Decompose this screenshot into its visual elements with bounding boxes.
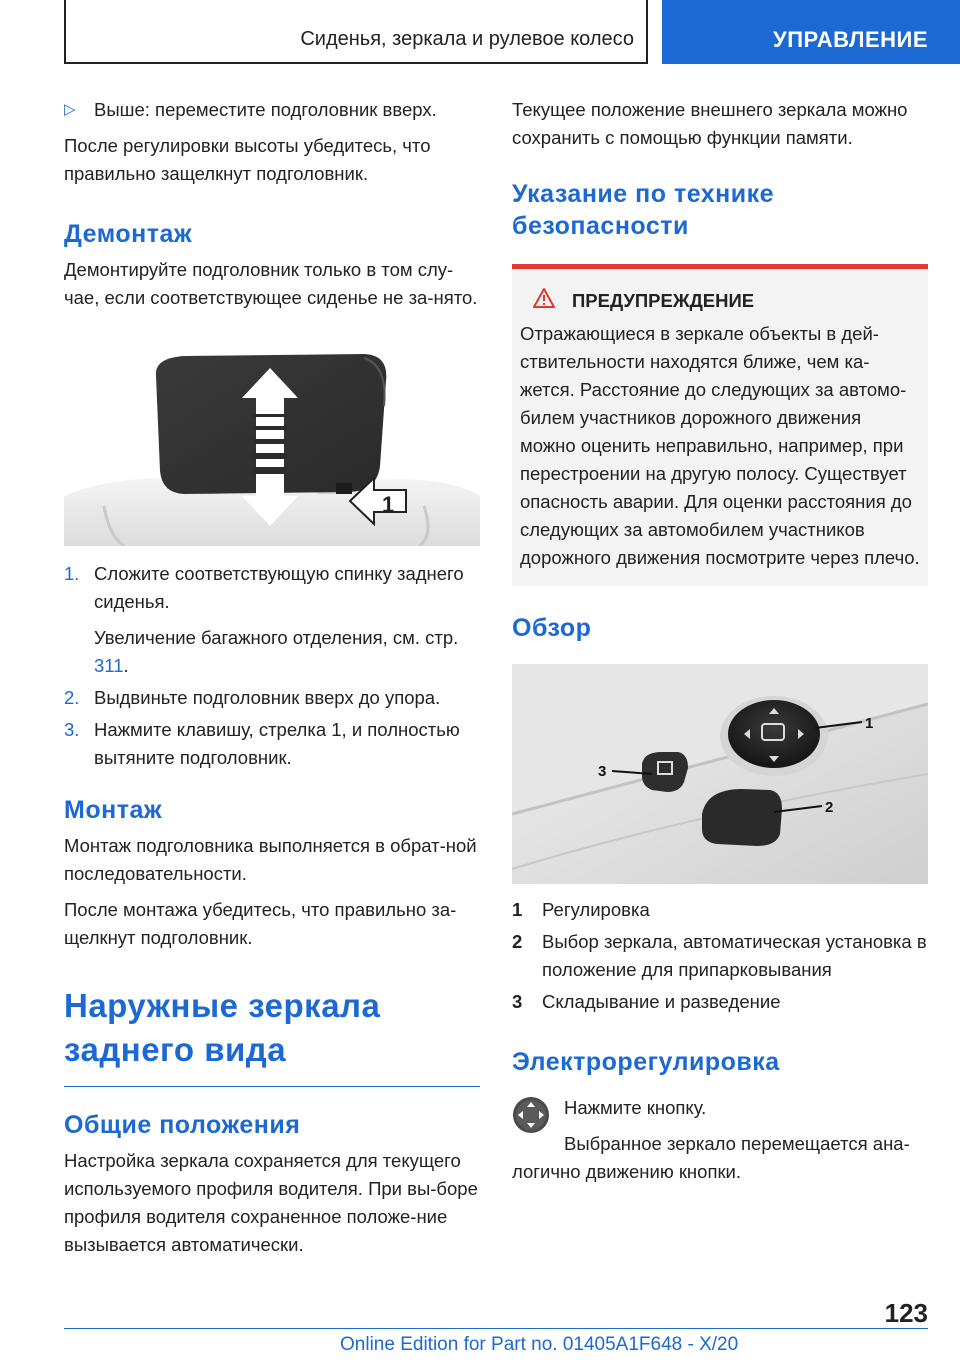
electric-section (512, 1094, 928, 1186)
general-text: Настройка зеркала сохраняется для текущего используемого профиля водителя. При вы-боре профиля водителя сохраненное положе-ние вызывается автоматически. (64, 1150, 478, 1255)
step-note-text: Увеличение багажного отделения, см. стр. (94, 627, 459, 648)
warning-header (520, 287, 920, 314)
removal-text: Демонтируйте подголовник только в том слу-чае, если соответствующее сиденье не за-нято. (64, 259, 478, 308)
mirrors-heading: Наружные зеркала заднего вида (64, 987, 381, 1068)
warning-title: ПРЕДУПРЕЖДЕНИЕ (572, 289, 755, 311)
list-item (512, 896, 928, 924)
removal-steps (64, 560, 480, 772)
list-item (512, 928, 928, 984)
safety-heading: Указание по технике безопасности (512, 180, 775, 240)
step-number: 2. (64, 687, 80, 708)
warning-icon (532, 287, 556, 314)
warning-text: Отражающиеся в зеркале объекты в дей-ствительности находятся ближе, чем ка-жется. Расстояние до следующих за автомо-билем участников дорожного движения можно оценить неправильно, например, при перестроении на другую полосу. Существует опасность аварии. Для оценки расстояния до следующих за автомобилем участников дорожного движения посмотрите через плечо. (520, 323, 920, 568)
legend-number: 3 (512, 991, 523, 1012)
removal-heading: Демонтаж (64, 220, 193, 248)
right-column (512, 96, 928, 1186)
callout-1: 1 (865, 715, 874, 732)
after-adjust-text: После регулировки высоты убедитесь, что правильно защелкнут подголовник. (64, 135, 431, 184)
heading-divider (64, 1086, 480, 1087)
step-text: Сложите соответствующую спинку заднего сиденья. (94, 563, 464, 612)
chapter-tab-label: УПРАВЛЕНИЕ (773, 27, 928, 52)
legend-text: Выбор зеркала, автоматическая установка в положение для припарковывания (542, 931, 927, 980)
footer-divider (64, 1328, 928, 1329)
electric-text: Нажмите кнопку. (564, 1097, 707, 1118)
mount-heading: Монтаж (64, 796, 163, 824)
legend-number: 2 (512, 931, 523, 952)
page-link[interactable]: 311 (94, 655, 124, 676)
step-number: 1. (64, 563, 80, 584)
section-title: Сиденья, зеркала и рулевое колесо (300, 28, 634, 50)
step-number: 3. (64, 719, 80, 740)
step-text: Нажмите клавишу, стрелка 1, и полностью вытяните подголовник. (94, 719, 460, 768)
callout-2: 2 (825, 799, 834, 816)
header-section-box (64, 0, 648, 64)
overview-heading: Обзор (512, 614, 592, 642)
list-item (64, 684, 480, 712)
list-item (512, 988, 928, 1016)
electric-text: Выбранное зеркало перемещается ана-логично движению кнопки. (512, 1133, 910, 1182)
memory-text: Текущее положение внешнего зеркала можно сохранить с помощью функции памяти. (512, 99, 908, 148)
triangle-bullet-icon: ▷ (64, 101, 76, 118)
step-text: Выдвиньте подголовник вверх до упора. (94, 687, 441, 708)
callout-3: 3 (598, 763, 607, 780)
chapter-tab[interactable] (662, 0, 960, 64)
legend-text: Регулировка (542, 899, 650, 920)
legend-number: 1 (512, 899, 523, 920)
bullet-item (64, 96, 480, 124)
left-column (64, 96, 480, 1259)
step-note (94, 624, 480, 680)
mount-text: Монтаж подголовника выполняется в обрат-ной последовательности. (64, 835, 477, 884)
page-number: 123 (884, 1298, 928, 1328)
list-item (64, 560, 480, 680)
overview-legend (512, 896, 928, 1016)
electric-heading: Электрорегулировка (512, 1048, 780, 1076)
callout-1: 1 (382, 492, 395, 517)
mirror-adjust-button-icon (512, 1096, 550, 1139)
warning-box (512, 264, 928, 586)
mount-text: После монтажа убедитесь, что правильно за-щелкнут подголовник. (64, 899, 457, 948)
step-note-period: . (123, 655, 129, 676)
mirror-controls-photo (512, 664, 928, 884)
edition-footer[interactable]: Online Edition for Part no. 01405A1F648 - X/20 (340, 1334, 739, 1355)
general-heading: Общие положения (64, 1111, 301, 1139)
list-item (64, 716, 480, 772)
headrest-photo (64, 346, 480, 546)
legend-text: Складывание и разведение (542, 991, 781, 1012)
bullet-text: Выше: переместите подголовник вверх. (94, 99, 437, 120)
